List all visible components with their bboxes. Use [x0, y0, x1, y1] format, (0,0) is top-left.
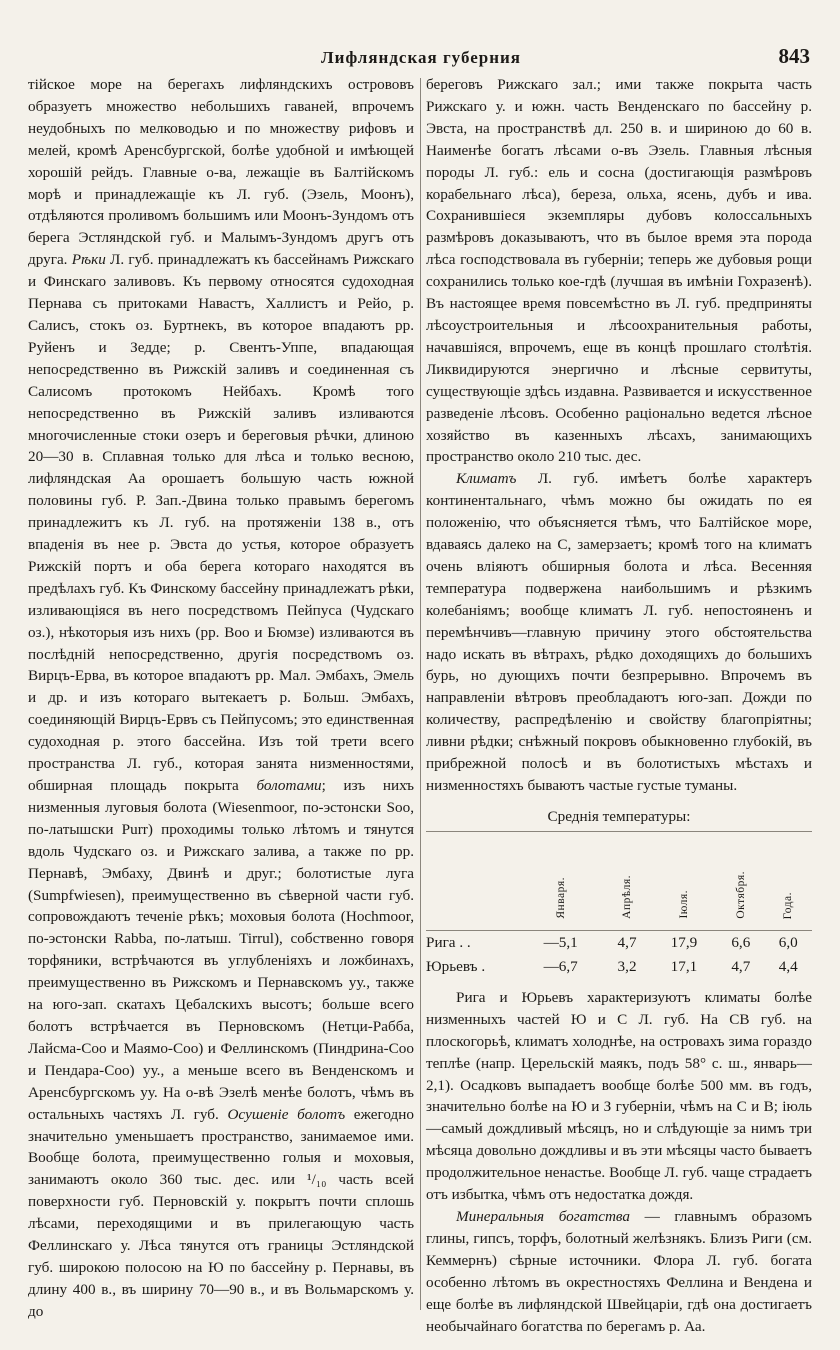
right-column-bottom [426, 987, 812, 1338]
temperature-value: 4,7 [731, 957, 751, 975]
temperature-value: 4,7 [603, 930, 650, 955]
text-run: — главнымъ образомъ глины, гипсъ, торфъ, болотный желѣзнякъ. Близъ Риги (см. Кеммернъ) сѣрные источники. Флора Л. губ. богата особенно лѣтомъ въ окрестностяхъ Феллина и Вендена и еще болѣе въ лифляндской Швейцаріи, гдѣ она достигаетъ необычайнаго богатства по берегамъ р. Аа. [426, 1207, 812, 1335]
right-column-top [426, 74, 812, 797]
italic-run: Осушеніе болотъ [227, 1105, 346, 1123]
right-column [426, 74, 812, 1337]
text-run: тійское море на берегахъ лифляндскихъ острововъ образуетъ множество небольшихъ гаваней, впрочемъ неудобныхъ по мелководью и по множеству рифовъ и мелей, кромѣ Аренсбургской, болѣе удобной и имѣющей хорошій рейдъ. Главные о-ва, лежащіе въ Балтійскомъ морѣ и принадлежащіе къ Л. губ. (Эзель, Моонъ), отдѣляются проливомъ большимъ или Моонъ-Зундомъ отъ берега Эстляндской губ. и Малымъ-Зундомъ другъ отъ друга. [28, 76, 414, 269]
table-row [426, 955, 812, 979]
column-divider [420, 78, 421, 1310]
column-header-label: Апрѣля. [621, 875, 634, 919]
text-run: ; изъ нихъ низменныя луговыя болота (Wiesenmoor, по-эстонски Soo, по-латышски Purr) проходимы только лѣтомъ и тянутся вдоль Чудскаго оз. и Рижскаго залива, а также по рр. Пернавѣ, Эмбаху, Двинѣ и друг.; болотистые луга (Sumpfwiesen), преимущественно въ сѣверной части губ. сопровождаютъ теченіе рѣкъ; моховыя болота (Hochmoor, по-эстонски Rabba, по-латыш. Tirrul), собственно говоря торфяники, встрѣчаются въ углубленіяхъ и ложбинахъ, преимущественно въ Рижскомъ и Пернавскомъ уу., также на юго-зап. скатахъ Цебалскихъ высотъ; больше всего болотъ встрѣчается въ Перновскомъ (Нетци-Рабба, Лайсма-Соо и Маямо-Соо) и Феллинскомъ (Пиндрина-Соо и Пендара-Соо) уу., а меньше всего въ Венденскомъ и Аренсбургскомъ уу. На о-вѣ Эзелѣ менѣе болотъ, чѣмъ въ остальныхъ частяхъ Л. губ. [28, 777, 414, 1123]
column-header-label: Января. [554, 877, 567, 919]
column-header-label: Года. [782, 891, 795, 919]
text-run: Л. губ. принадлежатъ къ бассейнамъ Рижскаго и Финскаго заливовъ. Къ первому относятся судоходная Пернава съ притоками Навастъ, Халлистъ и Рейо, р. Салисъ, стокъ оз. Буртнекъ, въ которое впадаютъ рр. Руйенъ и Зедде; р. Свентъ-Уппе, впадающая непосредственно въ Рижскій заливъ и соединенная съ Салисомъ протокомъ Нейбахъ. Кромѣ того непосредственно въ Рижскій заливъ изливаются многочисленные стоки озеръ и береговыя рѣчки, длиною 20—30 в. Сплавная только для лѣса и только весною, лифляндская Аа орошаетъ большую часть южной половины губ. Р. Зап.-Двина только правымъ берегомъ принадлежитъ къ Л. губ. на протяженіи 138 в., отъ впаденія въ нее р. Эвста до устья, которое образуетъ Рижскій портъ и оба берега котораго находятся въ предѣлахъ губ. Къ Финскому бассейну принадлежатъ рѣки, изливающіяся въ него посредствомъ Пейпуса (Чудскаго оз.), нѣкоторыя изъ нихъ (рр. Воо и Бюмзе) изливаются въ послѣдній непосредственно, другія посредствомъ оз. Вирцъ-Ерва, въ которое впадаютъ рр. Мал. Эмбахъ, Эмель и др. и изъ котораго вытекаетъ р. Больш. Эмбахъ, соединяющій Вирцъ-Ервъ съ Пейпусомъ; это единственная судоходная р. этого бассейна. Изъ той трети всего пространства Л. губ., которая занята низменностями, обширная площадь покрыта [28, 251, 414, 794]
paragraph [426, 74, 812, 468]
temperature-value: —6,7 [543, 957, 578, 975]
temperature-value: 3,2 [617, 957, 637, 975]
text-columns [28, 74, 814, 1335]
temperature-value: 6,0 [765, 930, 812, 955]
temperature-table [426, 831, 812, 979]
column-header [603, 831, 650, 930]
temperature-value: 4,4 [778, 957, 798, 975]
temperature-table-body [426, 930, 812, 979]
text-run: ежегодно значительно уменьшаетъ пространство, занимаемое ими. Вообще болота, преимущественно голыя и моховыя, занимаютъ около 360 тыс. дес. или ¹/₁₀ часть всей поверхности губ. Перновскій у. покрытъ почти сплошь лѣсами, переходящими и въ прилегающую часть Феллинскаго у. Лѣса тянутся отъ границы Эстляндской губ. широкою полосою на Ю по бассейну р. Пернавы, въ длину 400 в., въ ширину 70—90 в., и въ Вольмарскомъ у. до [28, 1105, 414, 1320]
left-column [28, 74, 414, 1323]
running-title: Лифляндская губерния [320, 48, 522, 67]
page-header [28, 40, 814, 74]
italic-run: Климатъ [456, 470, 517, 488]
italic-run: Рѣки [71, 251, 106, 269]
paragraph [426, 1206, 812, 1337]
table-row [426, 930, 812, 955]
temperature-value: —5,1 [518, 930, 603, 955]
temperature-table-block [426, 805, 812, 979]
paragraph [426, 468, 812, 797]
temperature-table-header [426, 831, 812, 930]
header-corner [426, 831, 518, 930]
page-number: 843 [778, 44, 810, 68]
column-header-label: Іюля. [677, 890, 690, 919]
paragraph [28, 74, 414, 1323]
text-run: береговъ Рижскаго зал.; ими также покрыта часть Рижскаго у. и южн. часть Венденскаго по бассейну р. Эвста, на пространствѣ дл. 250 в. и шириною до 60 в. Наименѣе богатъ лѣсами о-въ Эзель. Главныя лѣсныя породы Л. губ.: ель и сосна (достигающія размѣровъ корабельнаго лѣса), береза, ольха, ясень, дубъ и ива. Сохранившіеся экземпляры дубовъ колоссальныхъ размѣровъ доказываютъ, что въ былое время эта порода лѣса господствовала въ губерніи; теперь же дубовыя рощи сохранились только кое-гдѣ (лучшая въ имѣніи Гохразенѣ). Въ настоящее время повсемѣстно въ Л. губ. предприняты лѣсоустроительныя и лѣсоохранительныя работы, начавшіяся, впрочемъ, еще въ концѣ прошлаго столѣтія. Ликвидируются энергично и лѣсные сервитуты, существующіе здѣсь издавна. Развивается и искусственное разведеніе лѣсовъ. Особенно раціонально ведется лѣсное хозяйство въ казенныхъ лѣсахъ, занимающихъ пространство около 210 тыс. дес. [426, 76, 812, 466]
column-header [518, 831, 603, 930]
column-header [651, 831, 717, 930]
temperature-table-title: Среднія температуры: [547, 807, 691, 825]
temperature-value: 6,6 [717, 930, 764, 955]
temperature-value: 17,1 [670, 957, 698, 975]
city-name: Юрьевъ . [426, 957, 486, 975]
italic-run: болотами [256, 777, 322, 794]
text-run: Л. губ. имѣетъ болѣе характеръ континентальнаго, чѣмъ можно бы ожидать по ея положенію, что объясняется тѣмъ, что Балтійское море, вдаваясь далеко на С, замерзаетъ; кромѣ того на климатъ очень вліяютъ обширныя болота и лѣса. Весенняя температура подвержена наибольшимъ и рѣзкимъ колебаніямъ; вообще климатъ Л. губ. непостояненъ и перемѣнчивъ—главную причину этого обстоятельства надо искать въ вѣтрахъ, рѣдко доходящихъ до большихъ бурь, но дующихъ почти безпрерывно. Впрочемъ въ направленіи вѣтровъ преобладаютъ юго-зап. Дожди по количеству, распредѣленію и свойству благопріятны; ливни рѣдки; снѣжный покровъ обыкновенно глубокій, въ прибрежной полосѣ и въ болотистыхъ мѣстахъ и низменностяхъ бываютъ частые густые туманы. [426, 470, 812, 794]
column-header [765, 831, 812, 930]
column-header [717, 831, 764, 930]
city-name: Рига . . [426, 930, 518, 955]
italic-run: Минеральныя богатства [456, 1207, 631, 1225]
temperature-value: 17,9 [651, 930, 717, 955]
paragraph [426, 987, 812, 1206]
text-run: Рига и Юрьевъ характеризуютъ климаты болѣе низменныхъ частей Ю и С Л. губ. На СВ губ. на плоскогорьѣ, климатъ холоднѣе, на островахъ зима гораздо теплѣе (напр. Церельскій маякъ, подъ 58° с. ш., январь—2,1). Осадковъ выпадаетъ вообще болѣе 500 мм. въ годъ, значительно болѣе на Ю и З губерніи, чѣмъ на С и В; іюль—самый дождливый мѣсяцъ, но и слѣдующіе за нимъ три мѣсяца довольно дождливы и въ эти мѣсяцы часто бываетъ продолжительное ненастье. Вообще Л. губ. чаще страдаетъ отъ избытка, чѣмъ отъ недостатка дождя. [426, 988, 812, 1204]
column-header-label: Октября. [734, 871, 747, 919]
